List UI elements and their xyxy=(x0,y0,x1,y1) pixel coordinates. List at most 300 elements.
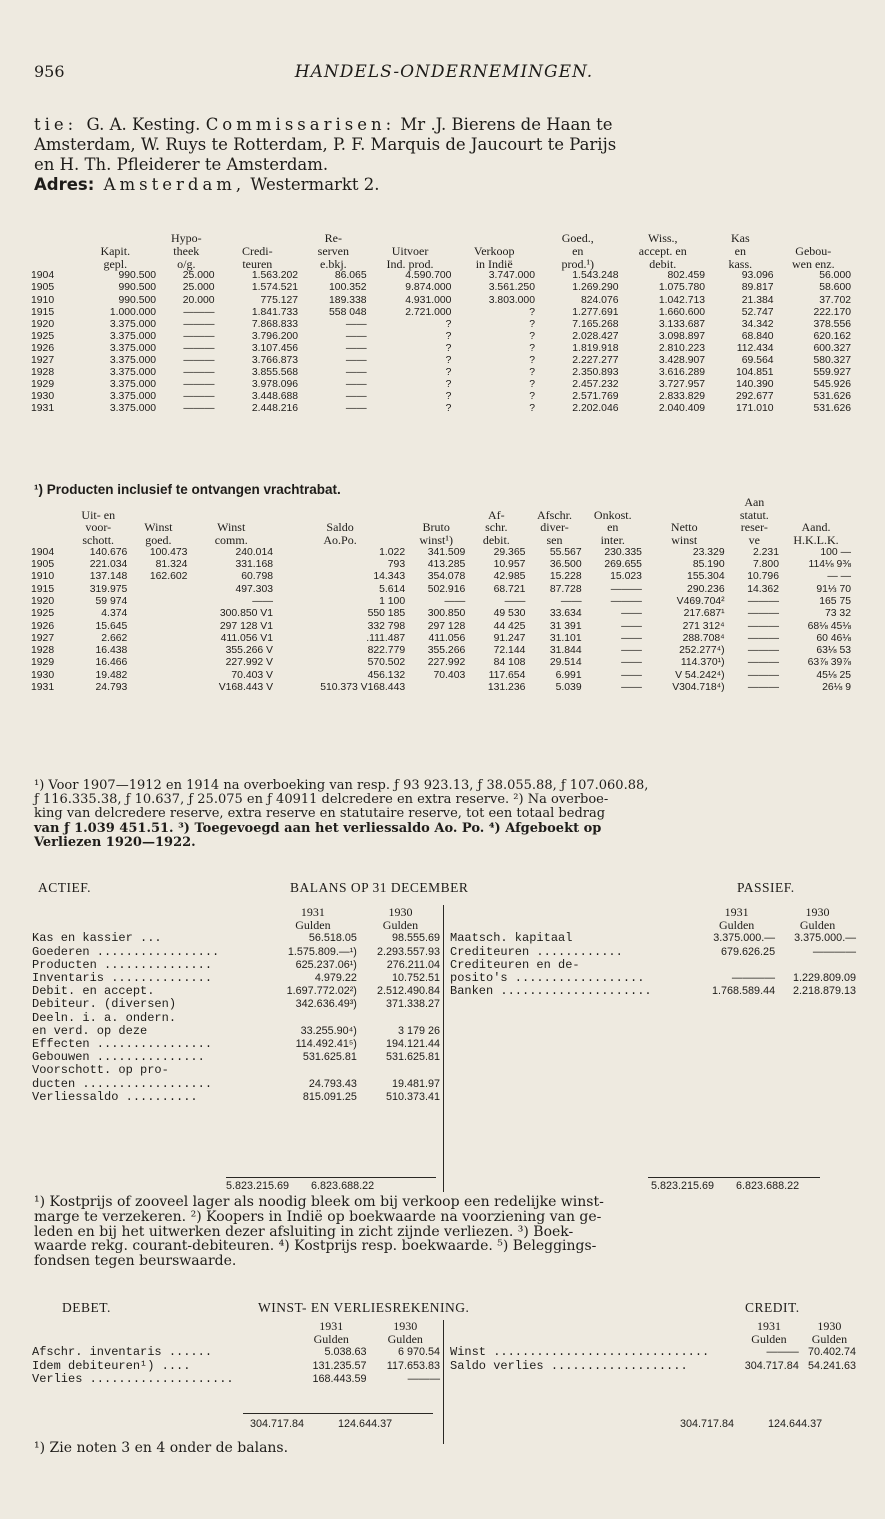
year-header-row xyxy=(448,1320,858,1333)
table-cell: 31.101 xyxy=(549,632,582,644)
table-cell: ? xyxy=(529,355,535,367)
table-row xyxy=(448,932,858,945)
table-cell: 300.850 xyxy=(427,608,466,620)
table-cell: 140.390 xyxy=(736,379,774,391)
unit-header: Gulden xyxy=(799,918,836,933)
header-cell: Gebou- xyxy=(795,243,832,258)
table-cell: 300.850 V1 xyxy=(219,608,273,620)
header-cell xyxy=(30,258,74,271)
table-cell: 497.303 xyxy=(235,583,273,595)
table-cell: 5.614 xyxy=(379,583,406,595)
amount-cell: 24.793.43 xyxy=(308,1077,357,1090)
label-cell xyxy=(448,906,696,919)
header-cell: e.bkj. xyxy=(320,256,347,271)
passief-label: PASSIEF. xyxy=(737,880,795,895)
table-row xyxy=(30,682,852,694)
amount-cell: ——— xyxy=(407,1372,440,1385)
intro-line-2: Amsterdam, W. Ruys te Rotterdam, P. F. Marquis de Jaucourt te Parijs xyxy=(34,135,617,154)
header-cell: theek xyxy=(173,243,200,258)
amount-cell: ——— xyxy=(766,1346,799,1359)
table-row xyxy=(30,559,852,571)
table-cell: ——— xyxy=(747,632,779,644)
table-cell: 354.078 xyxy=(427,571,466,583)
total-previous: 6.823.688.22 xyxy=(311,1180,375,1192)
table-cell: 33.634 xyxy=(549,608,582,620)
header-cell: Hypo- xyxy=(170,231,202,245)
table-cell: ? xyxy=(445,367,452,379)
table-cell: 104.851 xyxy=(736,367,774,379)
table-cell: 68.721 xyxy=(493,583,526,595)
table-row xyxy=(30,596,852,608)
table-cell: V304.718⁴) xyxy=(672,682,725,694)
header-cell: Verkoop xyxy=(473,243,515,258)
table-cell: 3.616.289 xyxy=(658,367,706,379)
total-current: 304.717.84 xyxy=(250,1418,305,1430)
note-line: fondsen tegen beurswaarde. xyxy=(34,1253,237,1270)
unit-header: Gulden xyxy=(387,1332,423,1347)
table-cell: 3.747.000 xyxy=(488,270,535,282)
year-cell: 1904 xyxy=(31,270,55,282)
table-cell: 222.170 xyxy=(813,306,851,318)
table-cell: .111.487 xyxy=(366,632,406,644)
table-cell: 411.056 xyxy=(428,632,466,644)
table-cell xyxy=(406,682,466,694)
amount-cell: 679.626.25 xyxy=(721,945,776,958)
table-cell: —— xyxy=(621,608,642,620)
table-cell: 20.000 xyxy=(182,294,215,306)
balance-history-table xyxy=(30,232,852,416)
table-row xyxy=(30,367,852,379)
table-cell: 3.098.897 xyxy=(658,330,706,342)
table-cell: 217.687¹ xyxy=(683,608,725,620)
table-cell: ? xyxy=(529,330,535,342)
header-cell: in Indië xyxy=(475,256,513,271)
table-cell: 221.034 xyxy=(89,559,128,571)
table-cell: 2.227.277 xyxy=(572,355,619,367)
amount-cell: 70.402.74 xyxy=(807,1346,856,1359)
table-cell: ? xyxy=(445,318,452,330)
table-cell: 570.502 xyxy=(367,657,406,669)
header-cell: inter. xyxy=(600,533,625,548)
table-cell: 137.148 xyxy=(89,571,128,583)
table-row xyxy=(30,645,852,657)
year-header-row xyxy=(30,1320,442,1333)
table-cell: 3.561.250 xyxy=(488,282,535,294)
footnote-line: Verliezen 1920—1922. xyxy=(34,834,196,850)
table-cell: 3.375.000 xyxy=(109,379,157,391)
amount-cell: 168.443.59 xyxy=(312,1372,367,1385)
table-cell: 559.927 xyxy=(813,367,851,379)
header-cell: Ao.Po. xyxy=(323,533,357,548)
table-cell: 45⅛ 25 xyxy=(816,669,851,681)
table-cell: 189.338 xyxy=(329,294,367,306)
header-cell xyxy=(452,232,536,245)
table-cell: 73 32 xyxy=(824,608,851,620)
table-cell: 84 108 xyxy=(493,657,526,669)
table-cell: 60.798 xyxy=(241,571,273,583)
amount-cell: 194.121.44 xyxy=(385,1038,440,1051)
table-cell: V168.443 V xyxy=(218,682,273,694)
table-row xyxy=(30,670,852,682)
account-label: ducten .................. xyxy=(32,1076,213,1091)
unit-header: Gulden xyxy=(295,918,331,933)
left-totals xyxy=(226,1180,374,1192)
table-cell: 824.076 xyxy=(580,294,619,306)
table-cell: 100.352 xyxy=(329,282,367,294)
table-cell: ? xyxy=(445,391,452,403)
header-cell xyxy=(30,232,74,245)
header-cell: o/g. xyxy=(177,256,196,271)
table-cell: 87.728 xyxy=(549,583,582,595)
table-cell: 3.133.687 xyxy=(658,318,706,330)
table-cell: 42.985 xyxy=(493,571,526,583)
table-cell: 1.269.290 xyxy=(572,282,619,294)
table-cell: 355.266 xyxy=(427,645,466,657)
year-header: 1931 xyxy=(724,905,749,919)
table-cell: 2.448.216 xyxy=(251,403,299,415)
header-cell: debit. xyxy=(482,533,510,548)
header-cell: Re- xyxy=(324,231,342,245)
table-cell: 140.676 xyxy=(89,546,128,558)
balans-passief-table xyxy=(448,906,858,998)
table-row xyxy=(30,932,442,945)
amount-cell: 2.218.879.13 xyxy=(792,985,856,998)
year-cell: 1928 xyxy=(31,645,55,657)
table-cell: 3.766.873 xyxy=(251,355,299,367)
table-cell: 7.800 xyxy=(752,559,779,571)
header-cell xyxy=(68,496,128,509)
table-cell: 10.957 xyxy=(493,559,526,571)
left-totals xyxy=(250,1418,392,1430)
table-cell: 3.375.000 xyxy=(109,367,157,379)
table-cell: ? xyxy=(529,306,535,318)
table-cell: ? xyxy=(445,342,452,354)
header-cell xyxy=(775,232,852,245)
table-cell: 7.165.268 xyxy=(572,318,619,330)
year-cell: 1925 xyxy=(31,608,55,620)
label-cell xyxy=(30,1320,294,1333)
table-row xyxy=(30,379,852,391)
table-cell: 68.840 xyxy=(741,330,774,342)
table-cell: 44 425 xyxy=(493,620,526,632)
table-cell xyxy=(128,584,188,596)
year-cell: 1928 xyxy=(31,367,55,379)
header-cell: reser- xyxy=(740,520,768,535)
table-cell: 4.590.700 xyxy=(405,270,452,282)
table-row xyxy=(30,282,852,294)
table-cell: 2.202.046 xyxy=(572,403,619,415)
debet-label: DEBET. xyxy=(62,1300,111,1315)
header-cell: ve xyxy=(748,533,760,548)
table-cell: 114⅛ 9⅜ xyxy=(808,559,851,571)
header-cell xyxy=(30,534,68,547)
amount-cell: 10.752.51 xyxy=(391,972,440,985)
header-cell: schott. xyxy=(82,533,115,548)
table-cell: 100.473 xyxy=(149,546,188,558)
header-cell: Aand. xyxy=(801,520,831,535)
table-row xyxy=(30,608,852,620)
year-cell: 1904 xyxy=(31,546,55,558)
table-cell: 72.144 xyxy=(493,645,526,657)
table-cell: 29.365 xyxy=(493,546,526,558)
table-cell: 56.000 xyxy=(819,270,851,282)
table-cell: ——— xyxy=(183,342,215,354)
table-cell: 620.162 xyxy=(813,330,851,342)
header-cell xyxy=(30,245,74,258)
amount-cell xyxy=(696,959,777,972)
table-row xyxy=(30,319,852,331)
year-header: 1930 xyxy=(805,905,830,919)
table-cell: —— xyxy=(621,645,642,657)
header-cell: Kapit. xyxy=(100,243,131,258)
table-cell: 2.040.409 xyxy=(658,403,706,415)
table-cell: 36.500 xyxy=(549,559,582,571)
header-cell xyxy=(274,496,406,509)
table-cell: 1.022 xyxy=(379,546,406,558)
wv-debet-table xyxy=(30,1320,442,1386)
table-cell: 297 128 V1 xyxy=(219,620,273,632)
amount-cell: 1.697.772.02²) xyxy=(286,985,357,998)
label-cell xyxy=(30,906,267,919)
year-cell: 1927 xyxy=(31,632,55,644)
table-cell: 52.747 xyxy=(741,306,774,318)
header-row xyxy=(30,534,852,547)
year-cell: 1915 xyxy=(31,583,55,595)
table-cell: 2.721.000 xyxy=(405,306,452,318)
header-cell: kass. xyxy=(728,256,753,271)
table-cell: 2.662 xyxy=(101,632,128,644)
table-cell: 1.574.521 xyxy=(251,282,299,294)
table-cell: 86.065 xyxy=(334,270,367,282)
table-cell: 3.796.200 xyxy=(251,330,299,342)
table-cell: 114.370¹) xyxy=(680,657,725,669)
year-header: 1930 xyxy=(393,1319,418,1333)
year-cell: 1927 xyxy=(31,355,55,367)
table-cell: —— xyxy=(621,632,642,644)
intro-line-1: tie: G. A. Kesting. Commissarisen: Mr .J. Bierens de Haan te xyxy=(34,115,613,134)
amount-cell: 371.338.27 xyxy=(385,998,440,1011)
table-cell: 25.000 xyxy=(182,270,215,282)
table-cell: 822.779 xyxy=(367,645,406,657)
balans-title: BALANS OP 31 DECEMBER xyxy=(290,880,469,895)
header-cell: en xyxy=(607,520,619,535)
header-row xyxy=(30,496,852,509)
header-cell: Ind. prod. xyxy=(386,256,434,271)
table-cell: 60 46⅛ xyxy=(816,632,851,644)
table-cell: 93.096 xyxy=(741,270,774,282)
table-row xyxy=(30,584,852,596)
table-cell: ? xyxy=(529,391,535,403)
table-row xyxy=(30,633,852,645)
year-cell: 1931 xyxy=(31,682,55,694)
table-row xyxy=(30,391,852,403)
table-cell: 26⅛ 9 xyxy=(822,682,851,694)
table-cell: ——— xyxy=(183,318,215,330)
table-row xyxy=(30,621,852,633)
year-cell: 1926 xyxy=(31,342,55,354)
table-cell: 68⅛ 45⅛ xyxy=(807,620,851,632)
running-title: HANDELS-ONDERNEMINGEN. xyxy=(294,62,594,82)
table-cell xyxy=(128,596,188,608)
table-cell: 100 — xyxy=(820,546,851,558)
table-cell: 269.655 xyxy=(604,559,642,571)
year-header: 1930 xyxy=(817,1319,842,1333)
table-cell: 2.231 xyxy=(752,546,779,558)
table-cell: —— xyxy=(345,318,367,330)
account-label: Gebouwen ............... xyxy=(32,1050,205,1065)
table-cell: 81.324 xyxy=(155,559,188,571)
intro-line-3: en H. Th. Pfleiderer te Amsterdam. xyxy=(34,155,329,174)
table-cell: 2.810.223 xyxy=(658,342,706,354)
table-cell: 14.343 xyxy=(373,571,406,583)
unit-header: Gulden xyxy=(751,1332,787,1347)
table-cell: ? xyxy=(445,379,452,391)
table-cell: —— xyxy=(345,355,367,367)
year-cell: 1929 xyxy=(31,657,55,669)
table-cell: 3.375.000 xyxy=(109,318,157,330)
account-label: Producten ............... xyxy=(32,957,213,972)
table-cell: 7.868.833 xyxy=(251,318,299,330)
header-cell: Saldo xyxy=(326,520,354,535)
header-cell: Winst xyxy=(144,520,173,535)
table-cell: V469.704² xyxy=(676,596,725,607)
amount-cell: 2.293.557.93 xyxy=(376,945,440,958)
table-cell: 2.350.893 xyxy=(572,367,619,379)
year-header: 1931 xyxy=(756,1319,781,1333)
table-row xyxy=(30,571,852,583)
table-cell: ——— xyxy=(747,657,779,669)
table-cell: 89.817 xyxy=(741,282,774,294)
table-cell: 802.459 xyxy=(667,270,706,282)
table-cell xyxy=(128,633,188,645)
table-cell: —— xyxy=(560,596,582,607)
table-cell: 3.448.688 xyxy=(251,391,299,403)
amount-cell xyxy=(359,1064,442,1077)
table-cell: 1 100 xyxy=(379,596,406,607)
table-cell: 531.626 xyxy=(813,403,851,415)
amount-cell: 114.492.41⁵) xyxy=(295,1038,357,1051)
table-cell: 600.327 xyxy=(813,342,851,354)
amount-cell: ———— xyxy=(812,945,856,958)
table-row xyxy=(30,403,852,415)
table-row xyxy=(30,355,852,367)
table-cell: ? xyxy=(529,379,535,391)
table-row xyxy=(30,998,442,1011)
header-cell: Onkost. xyxy=(593,507,632,522)
amount-cell: 19.481.97 xyxy=(391,1077,440,1090)
balans-notes xyxy=(34,1195,866,1269)
table-row xyxy=(30,1064,442,1077)
table-cell: 15.023 xyxy=(610,571,642,583)
table-cell: —— xyxy=(345,367,367,379)
table-cell: 355.266 V xyxy=(225,645,273,657)
table-row xyxy=(30,1078,442,1091)
amount-cell: 4.979.22 xyxy=(314,972,357,985)
note-line: ¹) Kostprijs of zooveel lager als noodig bleek om bij verkoop een redelijke winst- xyxy=(34,1194,604,1210)
table-cell: 31 391 xyxy=(549,620,582,632)
amount-cell: 56.518.05 xyxy=(308,932,357,945)
account-label: Debiteur. (diversen) xyxy=(32,997,177,1012)
header-cell: voor- xyxy=(85,520,112,535)
table-row xyxy=(30,270,852,282)
table-cell: 31.844 xyxy=(549,645,582,657)
header-cell xyxy=(583,496,643,509)
table-cell: 21.384 xyxy=(741,294,774,306)
table-cell: 413.285 xyxy=(427,559,466,571)
header-cell xyxy=(368,232,453,245)
header-cell xyxy=(188,496,274,509)
table-row xyxy=(30,1346,442,1359)
header-cell: goed. xyxy=(145,533,172,548)
amount-cell: 815.091.25 xyxy=(302,1090,357,1103)
header-cell: winst xyxy=(671,533,698,548)
table-cell: 29.514 xyxy=(549,657,582,669)
table-cell: 331.168 xyxy=(235,559,273,571)
table-cell: 3.107.456 xyxy=(251,342,299,354)
table-cell: 63⅛ 53 xyxy=(816,645,851,657)
header-cell: accept. en xyxy=(638,243,687,258)
total-previous: 6.823.688.22 xyxy=(736,1180,800,1192)
credit-label: CREDIT. xyxy=(745,1300,800,1315)
account-label: posito's .................. xyxy=(450,971,645,986)
table-cell: 1.042.713 xyxy=(658,294,706,306)
year-header: 1931 xyxy=(300,905,325,919)
table-cell: 502.916 xyxy=(427,583,466,595)
table-cell: 91⅓ 70 xyxy=(816,583,851,595)
table-cell: ——— xyxy=(610,583,642,595)
header-cell: serven xyxy=(317,243,349,258)
table-cell: ? xyxy=(445,330,452,342)
account-label: Maatsch. kapitaal xyxy=(450,931,573,946)
table-cell: 1.075.780 xyxy=(658,282,706,294)
table-cell: 319.975 xyxy=(89,583,128,595)
header-cell: Winst xyxy=(217,520,246,535)
header-cell xyxy=(128,496,188,509)
table-row xyxy=(30,295,852,307)
table-cell: 230.335 xyxy=(604,546,642,558)
header-cell xyxy=(406,496,466,509)
account-label: Verlies .................... xyxy=(32,1371,234,1386)
table-cell: 531.626 xyxy=(813,391,851,403)
header-cell xyxy=(780,496,852,509)
table-cell: 162.602 xyxy=(149,571,188,583)
year-cell: 1929 xyxy=(31,379,55,391)
table-cell: 510.373 V168.443 xyxy=(320,682,406,694)
year-cell: 1926 xyxy=(31,620,55,632)
table-cell: ——— xyxy=(747,669,779,681)
year-cell: 1930 xyxy=(31,669,55,681)
account-label: Debit. en accept. xyxy=(32,984,155,999)
table-cell xyxy=(128,645,188,657)
actief-label: ACTIEF. xyxy=(38,880,92,895)
address-line: Adres: Amsterdam, Westermarkt 2. xyxy=(34,175,380,194)
table-row xyxy=(30,1012,442,1025)
table-cell: 3.855.568 xyxy=(251,367,299,379)
table-cell: 55.567 xyxy=(549,546,582,558)
year-cell: 1910 xyxy=(31,571,55,583)
unit-header: Gulden xyxy=(718,918,755,933)
table-cell: ——— xyxy=(183,330,215,342)
header-cell xyxy=(643,496,726,509)
page-number: 956 xyxy=(34,62,65,81)
table-cell: ——— xyxy=(183,403,215,415)
header-cell: teuren xyxy=(242,256,273,271)
table-cell: ——— xyxy=(183,379,215,391)
table-cell: 2.571.769 xyxy=(572,391,619,403)
table-cell: 1.543.248 xyxy=(572,270,619,282)
table-row xyxy=(448,946,858,959)
table-row xyxy=(448,985,858,998)
